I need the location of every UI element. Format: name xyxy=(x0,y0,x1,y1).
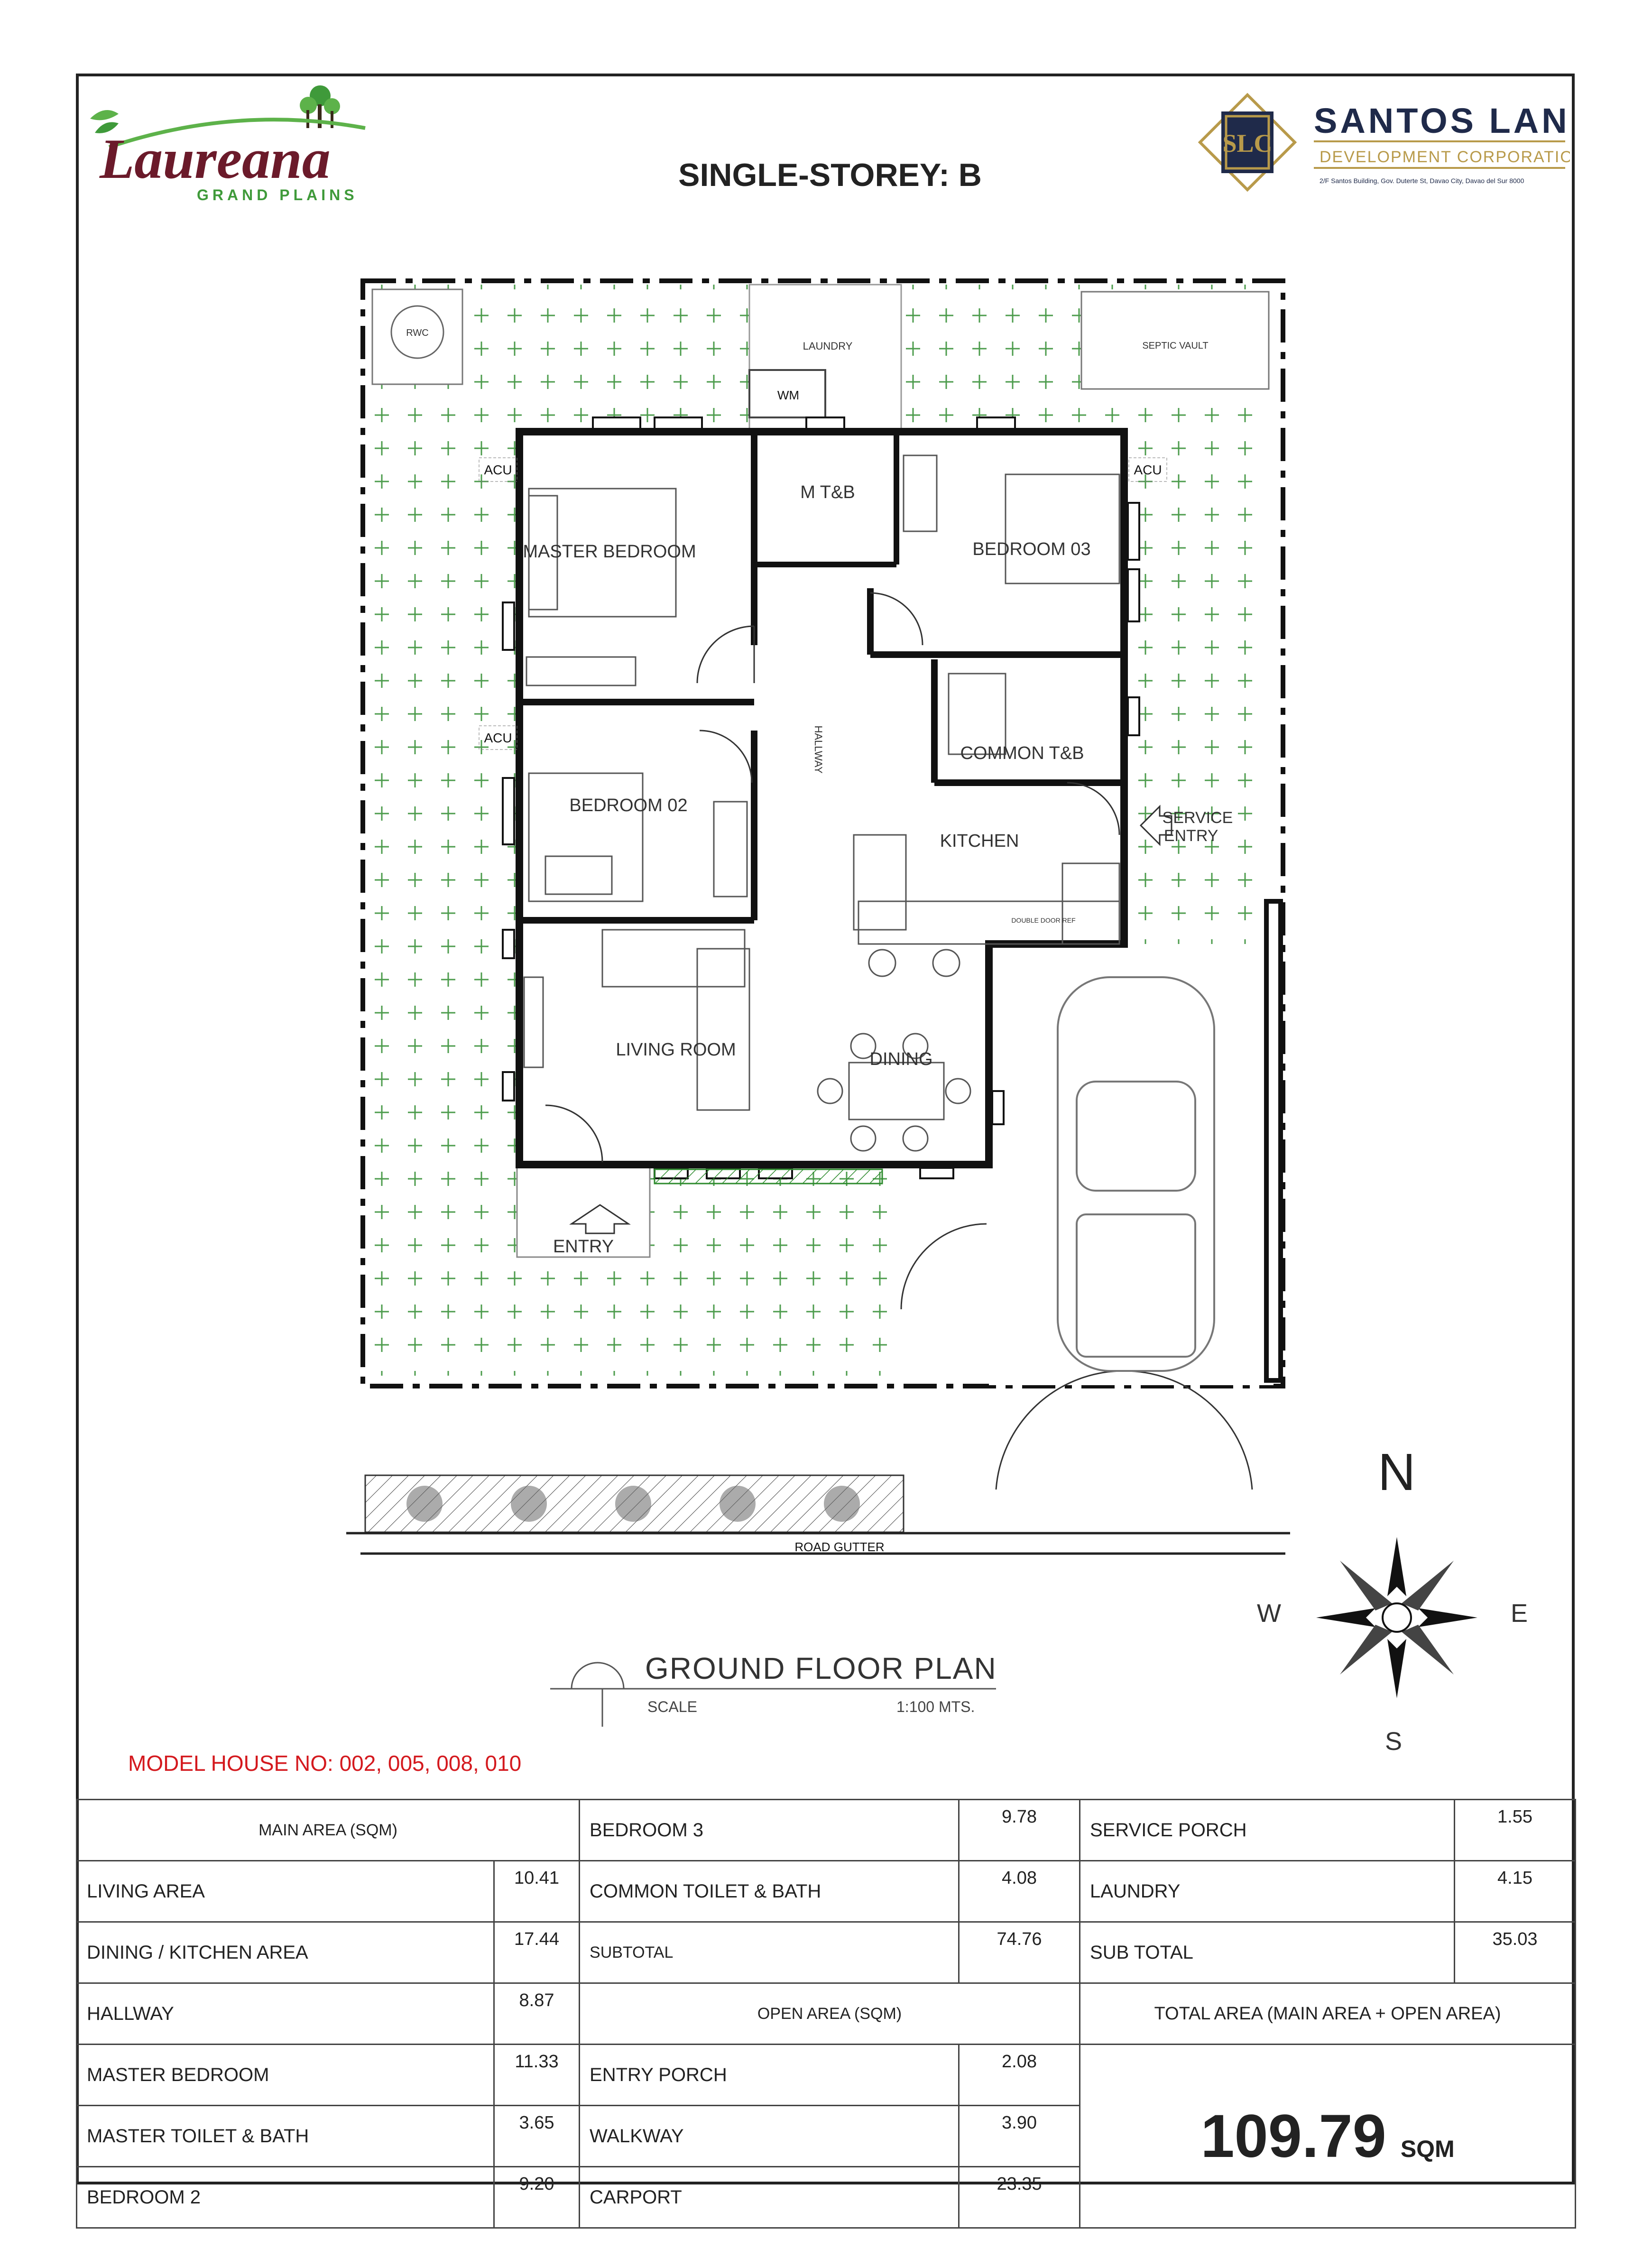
title-mark-icon xyxy=(572,1663,624,1689)
planter-strip xyxy=(655,1169,882,1184)
area-value: 11.33 xyxy=(494,2045,580,2106)
rwc-label: RWC xyxy=(406,328,429,338)
svg-text:SLC: SLC xyxy=(1222,129,1273,157)
area-label: SUB TOTAL xyxy=(1080,1922,1455,1983)
area-label: BEDROOM 3 xyxy=(580,1800,959,1861)
floor-plan-title: GROUND FLOOR PLAN xyxy=(645,1651,997,1685)
area-value: 4.08 xyxy=(959,1861,1080,1922)
area-label: WALKWAY xyxy=(580,2106,959,2167)
area-value: 9.20 xyxy=(494,2167,580,2228)
total-area-cell xyxy=(1080,2045,1576,2228)
compass-north: N xyxy=(1378,1443,1416,1501)
compass-south: S xyxy=(1385,1727,1403,1756)
area-value: 3.90 xyxy=(959,2106,1080,2167)
area-label: LIVING AREA xyxy=(77,1861,494,1922)
area-value: 10.41 xyxy=(494,1861,580,1922)
compass-rose-icon xyxy=(1316,1537,1477,1698)
acu-label: ACU xyxy=(484,731,512,745)
area-value: 1.55 xyxy=(1455,1800,1576,1861)
area-label: ENTRY PORCH xyxy=(580,2045,959,2106)
area-value: 3.65 xyxy=(494,2106,580,2167)
area-value: 74.76 xyxy=(959,1922,1080,1983)
brand-left-sub: GRAND PLAINS xyxy=(197,186,358,204)
double-door-ref-label: DOUBLE DOOR REF xyxy=(1011,916,1076,924)
floor-plan-scale-label: SCALE xyxy=(647,1698,697,1715)
area-label: MASTER TOILET & BATH xyxy=(77,2106,494,2167)
road-gutter-label: ROAD GUTTER xyxy=(794,1540,885,1554)
open-area-header: OPEN AREA (SQM) xyxy=(580,1983,1080,2045)
room-bedroom-03: BEDROOM 03 xyxy=(972,539,1091,559)
brand-right-name: SANTOS LAND xyxy=(1314,101,1570,140)
wm-label: WM xyxy=(777,388,800,402)
area-value: 23.35 xyxy=(959,2167,1080,2228)
brand-right-sub: DEVELOPMENT CORPORATION xyxy=(1320,148,1570,166)
area-label: HALLWAY xyxy=(77,1983,494,2045)
room-common-tb: COMMON T&B xyxy=(960,743,1084,763)
area-label: DINING / KITCHEN AREA xyxy=(77,1922,494,1983)
area-label: LAUNDRY xyxy=(1080,1861,1455,1922)
septic-label: SEPTIC VAULT xyxy=(1142,341,1209,351)
room-entry: ENTRY xyxy=(553,1237,614,1257)
area-value: 9.78 xyxy=(959,1800,1080,1861)
acu-label: ACU xyxy=(1134,463,1162,477)
room-service-entry: SERVICE ENTRY xyxy=(1162,809,1233,845)
brand-left-script: Laureana xyxy=(100,127,331,190)
area-value: 35.03 xyxy=(1455,1922,1576,1983)
room-hallway: HALLWAY xyxy=(812,725,824,774)
room-m-tb: M T&B xyxy=(800,482,855,502)
room-dining: DINING xyxy=(869,1049,933,1069)
sheet-title: SINGLE-STOREY: B xyxy=(678,157,982,193)
area-label: CARPORT xyxy=(580,2167,959,2228)
area-label: BEDROOM 2 xyxy=(77,2167,494,2228)
total-area-unit: SQM xyxy=(1400,2135,1455,2162)
floor-plan-scale-value: 1:100 MTS. xyxy=(896,1698,975,1715)
room-living-room: LIVING ROOM xyxy=(616,1040,736,1060)
main-area-header: MAIN AREA (SQM) xyxy=(77,1800,580,1861)
area-value: 17.44 xyxy=(494,1922,580,1983)
model-house-numbers: MODEL HOUSE NO: 002, 005, 008, 010 xyxy=(128,1751,522,1776)
compass-west: W xyxy=(1257,1599,1281,1628)
area-label: COMMON TOILET & BATH xyxy=(580,1861,959,1922)
area-value: 8.87 xyxy=(494,1983,580,2045)
total-area-value: 109.79 xyxy=(1200,2102,1386,2170)
area-label: MASTER BEDROOM xyxy=(77,2045,494,2106)
room-kitchen: KITCHEN xyxy=(940,831,1019,851)
brand-right-address: 2/F Santos Building, Gov. Duterte St, Davao City, Davao del Sur 8000 xyxy=(1320,177,1524,185)
laundry-label: LAUNDRY xyxy=(803,340,853,352)
area-value: 4.15 xyxy=(1455,1861,1576,1922)
room-bedroom-02: BEDROOM 02 xyxy=(569,796,688,815)
area-label: SERVICE PORCH xyxy=(1080,1800,1455,1861)
area-label: SUBTOTAL xyxy=(580,1922,959,1983)
room-master-bedroom: MASTER BEDROOM xyxy=(523,542,696,562)
area-value: 2.08 xyxy=(959,2045,1080,2106)
compass-east: E xyxy=(1511,1599,1528,1628)
total-area-label: TOTAL AREA (MAIN AREA + OPEN AREA) xyxy=(1080,1983,1576,2045)
acu-label: ACU xyxy=(484,463,512,477)
area-schedule-table xyxy=(76,1799,1576,2229)
